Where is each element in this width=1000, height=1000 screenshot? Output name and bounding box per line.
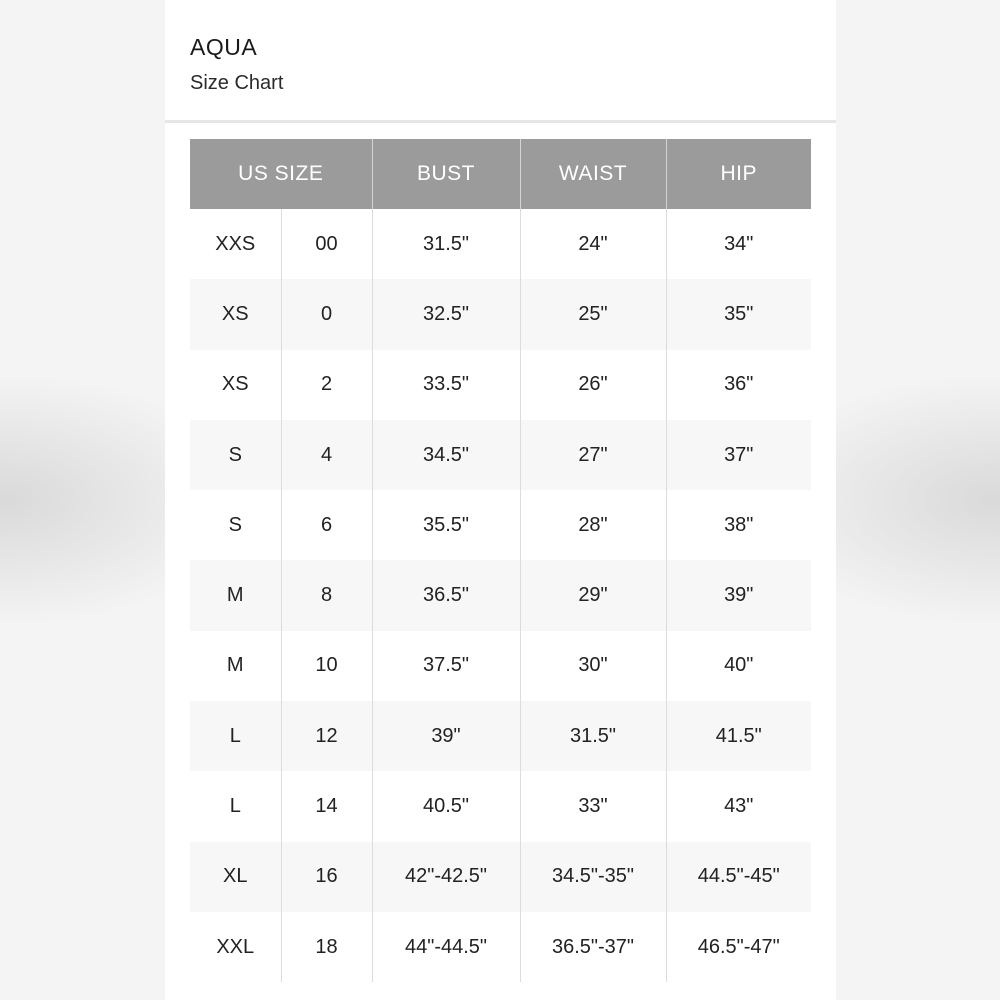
column-header-waist: WAIST: [520, 139, 666, 209]
hip-cell: 38": [666, 490, 811, 560]
waist-cell: 26": [520, 350, 666, 420]
size-letter-cell: L: [190, 771, 281, 841]
bust-cell: 40.5": [372, 771, 520, 841]
column-header-bust: BUST: [372, 139, 520, 209]
size-letter-cell: M: [190, 560, 281, 630]
table-row: [190, 842, 811, 912]
size-number-cell: 6: [281, 490, 372, 560]
bust-cell: 39": [372, 701, 520, 771]
table-row: [190, 209, 811, 279]
waist-cell: 28": [520, 490, 666, 560]
bust-cell: 42"-42.5": [372, 842, 520, 912]
table-row: [190, 350, 811, 420]
size-number-cell: 12: [281, 701, 372, 771]
waist-cell: 34.5"-35": [520, 842, 666, 912]
bust-cell: 44"-44.5": [372, 912, 520, 982]
size-number-cell: 18: [281, 912, 372, 982]
waist-cell: 31.5": [520, 701, 666, 771]
table-row: [190, 912, 811, 982]
size-table: [190, 139, 811, 982]
waist-cell: 30": [520, 631, 666, 701]
size-number-cell: 4: [281, 420, 372, 490]
size-letter-cell: S: [190, 490, 281, 560]
hip-cell: 35": [666, 279, 811, 349]
bust-cell: 36.5": [372, 560, 520, 630]
size-letter-cell: M: [190, 631, 281, 701]
size-letter-cell: XXL: [190, 912, 281, 982]
table-header-row: [190, 139, 811, 209]
hip-cell: 40": [666, 631, 811, 701]
size-number-cell: 8: [281, 560, 372, 630]
size-letter-cell: L: [190, 701, 281, 771]
size-letter-cell: S: [190, 420, 281, 490]
bust-cell: 31.5": [372, 209, 520, 279]
table-row: [190, 560, 811, 630]
hip-cell: 46.5"-47": [666, 912, 811, 982]
table-row: [190, 420, 811, 490]
size-letter-cell: XS: [190, 279, 281, 349]
size-number-cell: 16: [281, 842, 372, 912]
waist-cell: 29": [520, 560, 666, 630]
table-row: [190, 771, 811, 841]
bust-cell: 33.5": [372, 350, 520, 420]
bust-cell: 37.5": [372, 631, 520, 701]
size-chart-sheet: [165, 0, 836, 1000]
column-header-hip: HIP: [666, 139, 811, 209]
size-number-cell: 00: [281, 209, 372, 279]
size-number-cell: 2: [281, 350, 372, 420]
bust-cell: 32.5": [372, 279, 520, 349]
size-number-cell: 10: [281, 631, 372, 701]
header-divider: [165, 120, 836, 123]
bust-cell: 34.5": [372, 420, 520, 490]
waist-cell: 36.5"-37": [520, 912, 666, 982]
brand-name: AQUA: [190, 34, 258, 60]
column-header-us-size: US SIZE: [190, 139, 372, 209]
chart-header: [165, 0, 836, 120]
size-letter-cell: XS: [190, 350, 281, 420]
waist-cell: 27": [520, 420, 666, 490]
hip-cell: 34": [666, 209, 811, 279]
size-number-cell: 14: [281, 771, 372, 841]
hip-cell: 43": [666, 771, 811, 841]
hip-cell: 41.5": [666, 701, 811, 771]
table-row: [190, 490, 811, 560]
size-number-cell: 0: [281, 279, 372, 349]
waist-cell: 24": [520, 209, 666, 279]
hip-cell: 39": [666, 560, 811, 630]
size-letter-cell: XL: [190, 842, 281, 912]
hip-cell: 44.5"-45": [666, 842, 811, 912]
table-row: [190, 701, 811, 771]
hip-cell: 36": [666, 350, 811, 420]
table-row: [190, 631, 811, 701]
waist-cell: 33": [520, 771, 666, 841]
bust-cell: 35.5": [372, 490, 520, 560]
hip-cell: 37": [666, 420, 811, 490]
size-letter-cell: XXS: [190, 209, 281, 279]
waist-cell: 25": [520, 279, 666, 349]
table-row: [190, 279, 811, 349]
chart-subtitle: Size Chart: [190, 72, 284, 94]
